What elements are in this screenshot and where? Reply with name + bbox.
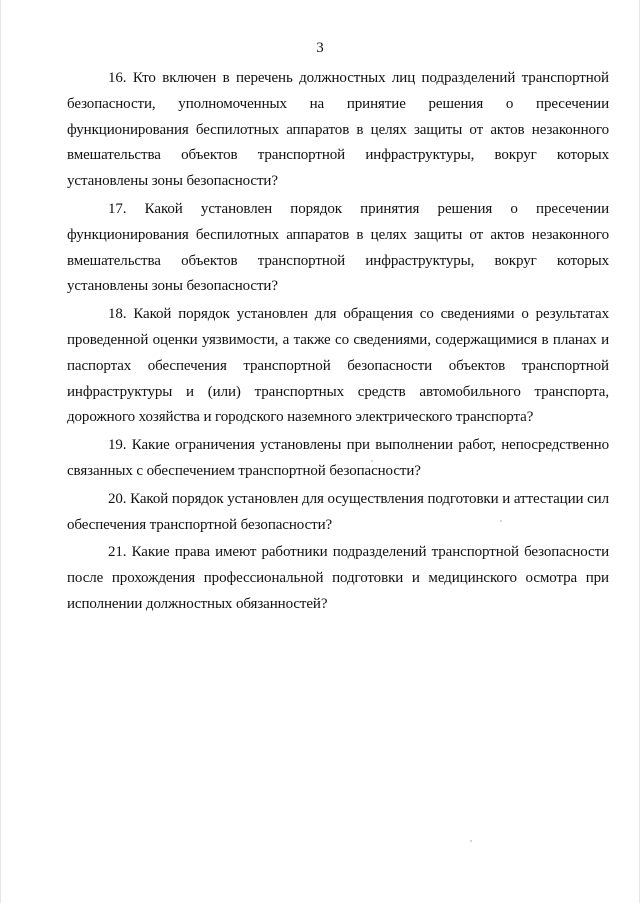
question-19: 19. Какие ограничения установлены при выполнении работ, непосредственно связанных с обеспечением транспортной безопасности? xyxy=(67,437,609,479)
question-18: 18. Какой порядок установлен для обращения со сведениями о результатах проведенной оценки уязвимости, а также со сведениями, содержащимися в планах и паспортах обеспечения транспортной безопасности объектов транспортной инфраструктуры и (или) транспортных средств автомобильного транспорта, дорожного хозяйства и городского наземного электрического транспорта? xyxy=(67,306,609,426)
scan-speck xyxy=(470,840,472,842)
question-20: 20. Какой порядок установлен для осуществления подготовки и аттестации сил обеспечения транспортной безопасности? xyxy=(67,490,609,533)
question-16: 16. Кто включен в перечень должностных лиц подразделений транспортной безопасности, уполномоченных на принятие решения о пресечении функционирования беспилотных аппаратов в целях защиты от актов незаконного вмешательства объектов транспортной инфраструктуры, вокруг которых установлены зоны безопасности? xyxy=(67,70,609,190)
question-21: 21. Какие права имеют работники подразделений транспортной безопасности после прохождения профессиональной подготовки и медицинского осмотра при исполнении должностных обязанностей? xyxy=(67,544,609,612)
page-number: 3 xyxy=(316,40,324,56)
questions-list xyxy=(67,66,609,620)
scan-edge-left xyxy=(0,0,1,903)
question-17: 17. Какой установлен порядок принятия решения о пресечении функционирования беспилотных аппаратов в целях защиты от актов незаконного вмешательства объектов транспортной инфраструктуры, вокруг которых установлены зоны безопасности? xyxy=(67,200,609,295)
